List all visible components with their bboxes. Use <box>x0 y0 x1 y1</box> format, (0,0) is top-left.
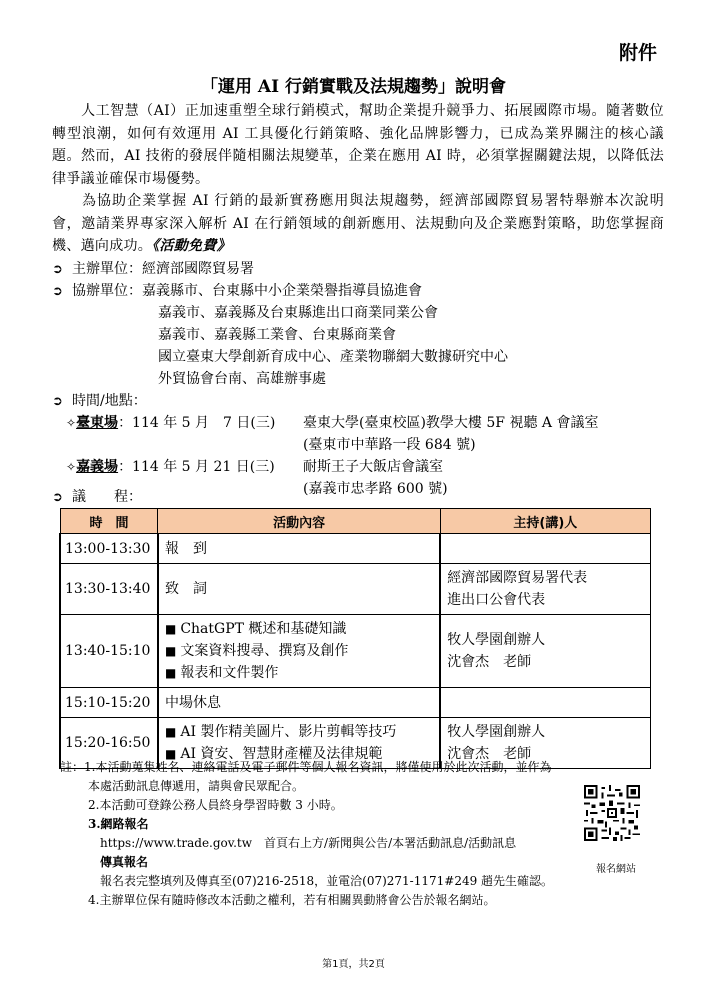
black-square-icon: ■ <box>164 622 177 636</box>
co-organizer-item: 外貿協會台南、高雄辦事處 <box>158 371 326 387</box>
intro-paragraph-2: 為協助企業掌握 AI 行銷的最新實務應用與法規趨勢，經濟部國際貿易署特舉辦本次說明會，邀請業界專家深入解析 AI 在行銷領域的創新應用、法規動向及企業應對策略，助您掌握商機、邁向成功。《活動免費》 <box>52 193 664 254</box>
organizer-row <box>52 258 254 281</box>
agenda-table <box>59 508 651 769</box>
black-square-icon: ■ <box>164 666 177 680</box>
qr-label: 報名網站 <box>596 864 636 875</box>
free-event-note: 《活動免費》 <box>152 238 231 254</box>
content-item: ChatGPT 概述和基礎知識 <box>180 621 347 637</box>
circle-arrow-icon: ➲ <box>52 490 63 505</box>
agenda-content <box>158 615 440 688</box>
black-square-icon: ■ <box>164 747 177 761</box>
session-address: (嘉義市忠孝路 600 號) <box>303 481 448 497</box>
agenda-host <box>440 564 650 615</box>
session-taitung <box>66 412 275 434</box>
qr-code-icon[interactable] <box>584 785 640 841</box>
fax-label: 傳真報名 <box>100 855 149 869</box>
host-line: 牧人學園創辦人 <box>447 724 546 740</box>
co-organizer-row <box>52 280 422 303</box>
host-line: 沈會杰 老師 <box>447 654 532 670</box>
agenda-label: 議 程： <box>72 489 142 505</box>
page-number: 第1頁，共2頁 <box>322 959 385 970</box>
page-title: 「運用 AI 行銷實戰及法規趨勢」說明會 <box>201 77 506 97</box>
agenda-host <box>440 615 650 688</box>
table-row <box>60 615 651 688</box>
co-organizer-item: 嘉義市、嘉義縣工業會、台東縣商業會 <box>158 327 396 343</box>
session-address: (臺東市中華路一段 684 號) <box>303 437 476 453</box>
session-name: 嘉義場 <box>76 459 119 475</box>
black-square-icon: ■ <box>164 644 177 658</box>
attachment-label: 附件 <box>618 42 657 64</box>
session-chiayi <box>66 456 275 478</box>
session-venue: 耐斯王子大飯店會議室 <box>303 459 443 475</box>
co-organizer-item: 國立臺東大學創新育成中心、產業物聯網大數據研究中心 <box>158 349 508 365</box>
host-line: 牧人學園創辦人 <box>447 632 546 648</box>
agenda-time: 13:30-13:40 <box>60 564 158 615</box>
agenda-content: 報 到 <box>158 534 440 564</box>
content-item: 文案資料搜尋、撰寫及創作 <box>180 643 349 659</box>
circle-arrow-icon: ➲ <box>52 262 63 277</box>
content-item: AI 製作精美圖片、影片剪輯等技巧 <box>180 724 397 740</box>
co-organizer-item: 嘉義市、嘉義縣及台東縣進出口商業同業公會 <box>158 305 438 321</box>
host-line: 沈會杰 老師 <box>447 746 532 762</box>
four-point-star-icon: ✧ <box>66 416 77 430</box>
session-name: 臺東場 <box>76 415 119 431</box>
agenda-content: 致 詞 <box>158 564 440 615</box>
agenda-time: 13:00-13:30 <box>60 534 158 564</box>
intro-paragraph-1: 人工智慧（AI）正加速重塑全球行銷模式，幫助企業提升競爭力、拓展國際市場。隨著數位轉型浪潮，如何有效運用 AI 工具優化行銷策略、強化品牌影響力，已成為業界關注的核心議題。然而，AI 技術的發展伴隨相關法規變革，企業在應用 AI 時，必須掌握關鍵法規，以降低法律爭議並確保市場優勢。 <box>52 103 664 187</box>
table-row <box>60 534 651 564</box>
header-content: 活動內容 <box>158 509 440 534</box>
header-time: 時 間 <box>60 509 158 534</box>
agenda-host <box>440 688 650 718</box>
organizer-value: 經濟部國際貿易署 <box>142 261 254 277</box>
schedule-row <box>52 390 147 413</box>
agenda-host <box>440 534 650 564</box>
content-item: 報表和文件製作 <box>180 665 279 681</box>
content-item: AI 資安、智慧財產權及法律規範 <box>180 746 383 762</box>
table-row <box>60 564 651 615</box>
header-host: 主持(講)人 <box>440 509 650 534</box>
agenda-time: 15:20-16:50 <box>60 718 158 769</box>
circle-arrow-icon: ➲ <box>52 284 63 299</box>
agenda-header-row <box>60 509 651 534</box>
agenda-row <box>52 486 142 509</box>
note-4: 4.主辦單位保有隨時修改本活動之權利，若有相關異動將會公告於報名網站。 <box>88 893 496 907</box>
host-line: 進出口公會代表 <box>447 592 546 608</box>
session-date: ：114 年 5 月 21 日(三) <box>118 459 275 475</box>
black-square-icon: ■ <box>164 725 177 739</box>
four-point-star-icon: ✧ <box>66 460 77 474</box>
agenda-content: 中場休息 <box>158 688 440 718</box>
note-1: 註：1.本活動蒐集姓名、連絡電話及電子郵件等個人報名資訊，將僅使用於此次活動，並作為 <box>60 760 552 774</box>
circle-arrow-icon: ➲ <box>52 394 63 409</box>
host-line: 經濟部國際貿易署代表 <box>447 570 588 586</box>
session-date: ：114 年 5 月 7 日(三) <box>118 415 276 431</box>
schedule-label: 時間/地點： <box>72 393 147 409</box>
co-organizer-label: 協辦單位： <box>72 283 142 299</box>
table-row <box>60 688 651 718</box>
registration-link[interactable]: https://www.trade.gov.tw 首頁右上方/新聞與公告/本署活動訊息/活動訊息 <box>100 836 517 850</box>
note-1-cont: 本處活動訊息傳遞用，請與會民眾配合。 <box>88 779 305 793</box>
agenda-time: 15:10-15:20 <box>60 688 158 718</box>
co-organizer-item: 嘉義縣市、台東縣中小企業榮譽指導員協進會 <box>142 283 422 299</box>
organizer-label: 主辦單位： <box>72 261 142 277</box>
fax-text: 報名表完整填列及傳真至(07)216-2518，並電洽(07)271-1171#249 趙先生確認。 <box>100 874 554 888</box>
agenda-time: 13:40-15:10 <box>60 615 158 688</box>
session-venue: 臺東大學(臺東校區)教學大樓 5F 視聽 A 會議室 <box>303 415 599 431</box>
note-2: 2.本活動可登錄公務人員終身學習時數 3 小時。 <box>88 798 343 812</box>
note-3-label: 3.網路報名 <box>88 817 149 831</box>
